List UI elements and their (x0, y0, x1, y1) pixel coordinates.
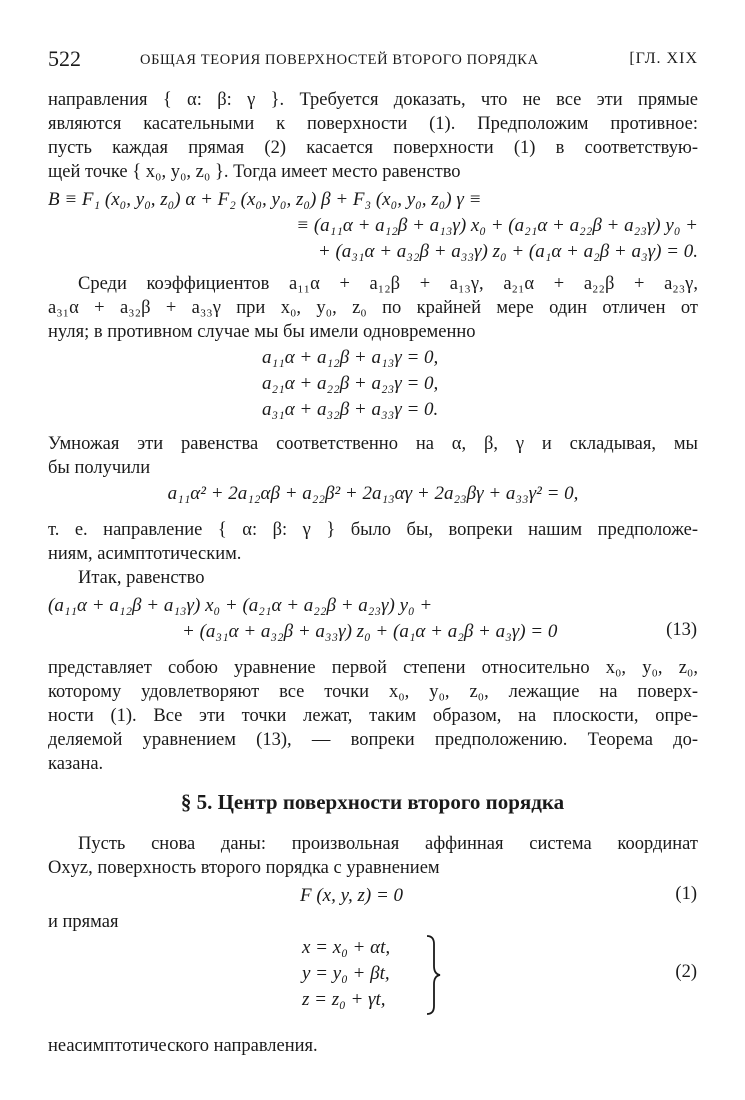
equation-line: + (a₃₁α + a₃₂β + a₃₃γ) z₀ + (a₁α + a₂β + a₃γ) = 0 (182, 621, 558, 642)
text-line: Пусть снова даны: произвольная аффинная система координат (78, 834, 698, 854)
text-line: ности (1). Все эти точки лежат, таким образом, на плоскости, опре- (48, 706, 698, 726)
text-line: Итак, равенство (78, 568, 205, 588)
text-line: Среди коэффициентов a₁₁α + a₁₂β + a₁₃γ, a₂₁α + a₂₂β + a₂₃γ, (78, 274, 698, 294)
equation-line: a₁₁α + a₁₂β + a₁₃γ = 0, (262, 347, 439, 368)
text-line: которому удовлетворяют все точки x₀, y₀, z₀, лежащие на поверх- (48, 682, 698, 702)
text-line: щей точке { x₀, y₀, z₀ }. Тогда имеет место равенство (48, 162, 461, 182)
equation-line: ≡ (a₁₁α + a₁₂β + a₁₃γ) x₀ + (a₂₁α + a₂₂β + a₂₃γ) y₀ + (296, 215, 698, 236)
text-line: и прямая (48, 912, 119, 932)
equation-line: B ≡ F₁ (x₀, y₀, z₀) α + F₂ (x₀, y₀, z₀) β + F₃ (x₀, y₀, z₀) γ ≡ (48, 189, 482, 210)
text-line: нуля; в противном случае мы бы имели одновременно (48, 322, 476, 342)
text-line: ниям, асимптотическим. (48, 544, 242, 564)
section-heading: § 5. Центр поверхности второго порядка (180, 790, 565, 814)
running-header (48, 46, 698, 76)
chapter-label: [ГЛ. XIX (629, 50, 698, 67)
equation-number: (2) (675, 962, 697, 982)
text-line: направления { α: β: γ }. Требуется доказать, что не все эти прямые (48, 90, 698, 110)
right-brace-icon (424, 934, 444, 1016)
text-line: т. е. направление { α: β: γ } было бы, вопреки нашим предположе- (48, 520, 698, 540)
running-title: ОБЩАЯ ТЕОРИЯ ПОВЕРХНОСТЕЙ ВТОРОГО ПОРЯДКА (140, 52, 539, 68)
text-line: a₃₁α + a₃₂β + a₃₃γ при x₀, y₀, z₀ по крайней мере один отличен от (48, 298, 698, 318)
text-line: бы получили (48, 458, 151, 478)
equation-number: (13) (666, 620, 697, 640)
text-line: являются касательными к поверхности (1). Предположим противное: (48, 114, 698, 134)
text-line: деляемой уравнением (13), — вопреки предположению. Теорема до- (48, 730, 698, 750)
text-line: неасимптотического направления. (48, 1036, 318, 1056)
equation-line: + (a₃₁α + a₃₂β + a₃₃γ) z₀ + (a₁α + a₂β + a₃γ) = 0. (317, 241, 698, 262)
equation-number: (1) (675, 884, 697, 904)
equation-line: a₃₁α + a₃₂β + a₃₃γ = 0. (262, 399, 439, 420)
equation-line: a₂₁α + a₂₂β + a₂₃γ = 0, (262, 373, 439, 394)
text-line: Умножая эти равенства соответственно на α, β, γ и складывая, мы (48, 434, 698, 454)
equation-line: a₁₁α² + 2a₁₂αβ + a₂₂β² + 2a₁₃αγ + 2a₂₃βγ + a₃₃γ² = 0, (167, 483, 579, 504)
equation-line: y = y₀ + βt, (302, 963, 390, 984)
text-line: Oxyz, поверхность второго порядка с уравнением (48, 858, 440, 878)
equation-line: (a₁₁α + a₁₂β + a₁₃γ) x₀ + (a₂₁α + a₂₂β + a₂₃γ) y₀ + (48, 595, 433, 616)
equation-line: x = x₀ + αt, (302, 937, 391, 958)
equation-line: F (x, y, z) = 0 (300, 885, 404, 906)
text-line: представляет собою уравнение первой степени относительно x₀, y₀, z₀, (48, 658, 698, 678)
page-number: 522 (48, 46, 81, 71)
equation-line: z = z₀ + γt, (302, 989, 386, 1010)
text-line: казана. (48, 754, 104, 774)
text-line: пусть каждая прямая (2) касается поверхности (1) в соответствую- (48, 138, 698, 158)
